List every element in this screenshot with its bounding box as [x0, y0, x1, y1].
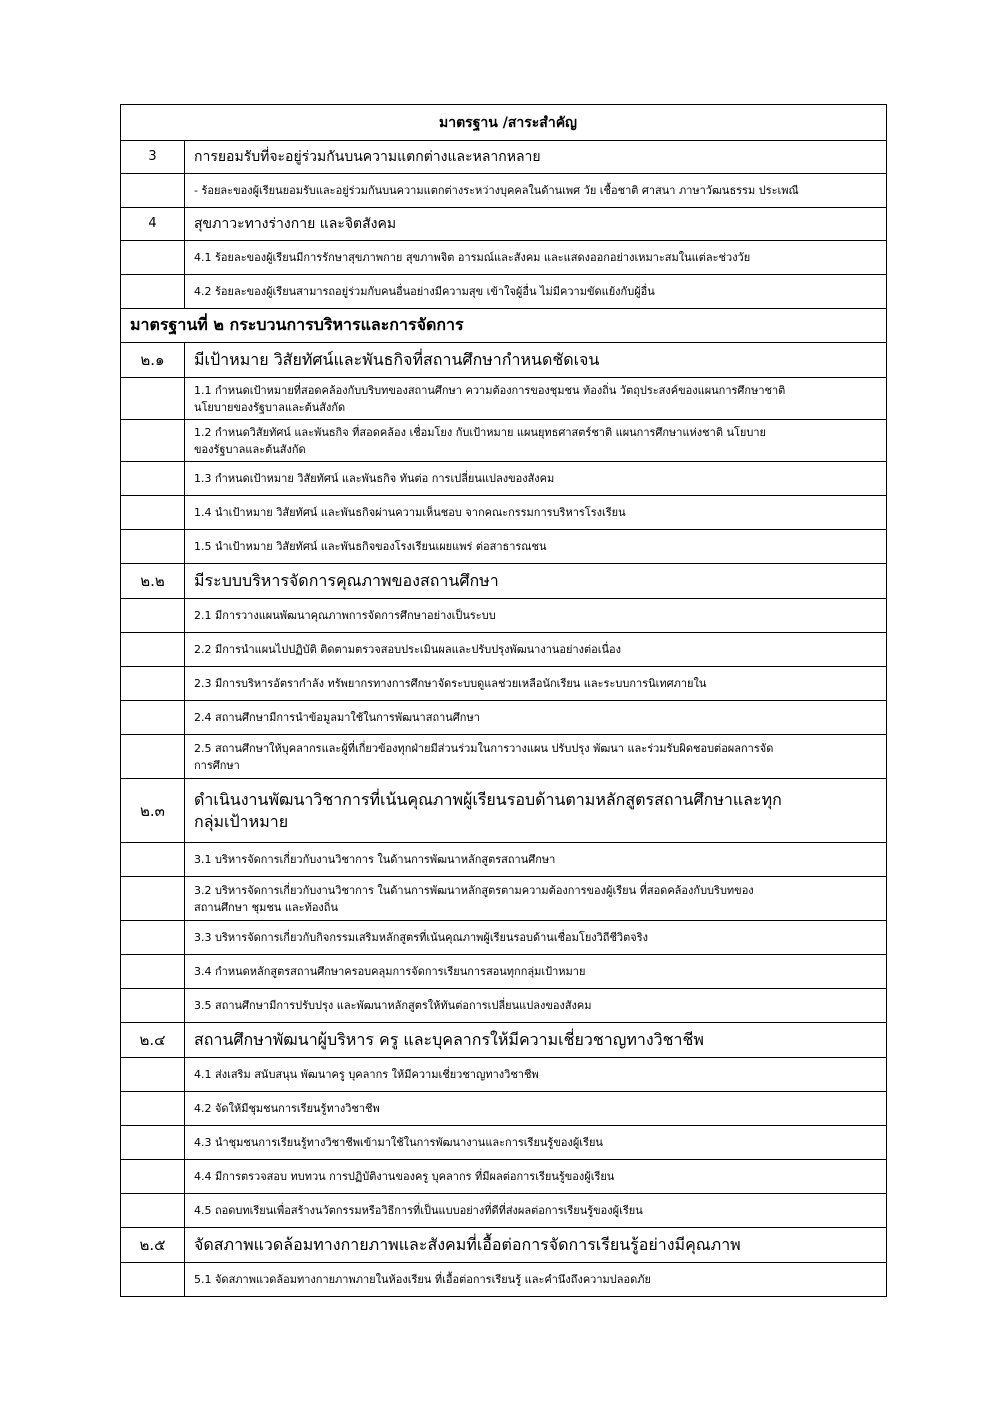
item-number	[121, 701, 185, 735]
sub-item-row	[121, 1126, 887, 1160]
item-number	[121, 378, 185, 420]
sub-item-row	[121, 955, 887, 989]
sub-item-row	[121, 462, 887, 496]
text-line: ดำเนินงานพัฒนาวิชาการที่เน้นคุณภาพผู้เรียนรอบด้านตามหลักสูตรสถานศึกษาและทุก	[194, 789, 782, 809]
item-number	[121, 955, 185, 989]
sub-item-text: 4.2 ร้อยละของผู้เรียนสามารถอยู่ร่วมกับคนอื่นอย่างมีความสุข เข้าใจผู้อื่น ไม่มีความขัดแย้งกับผู้อื่น	[185, 275, 887, 309]
sub-item-text: 4.1 ร้อยละของผู้เรียนมีการรักษาสุขภาพกาย สุขภาพจิต อารมณ์และสังคม และแสดงออกอย่างเหมาะสมในแต่ละช่วงวัย	[185, 241, 887, 275]
text-line: 1.2 กำหนดวิสัยทัศน์ และพันธกิจ ที่สอดคล้อง เชื่อมโยง กับเป้าหมาย แผนยุทธศาสตร์ชาติ แผนการศึกษาแห่งชาติ นโยบาย	[194, 425, 766, 439]
sub-item-row	[121, 174, 887, 208]
indicator-row	[121, 1228, 887, 1263]
item-number	[121, 599, 185, 633]
item-number	[121, 530, 185, 564]
sub-item-text: 4.4 มีการตรวจสอบ ทบทวน การปฏิบัติงานของครู บุคลากร ที่มีผลต่อการเรียนรู้ของผู้เรียน	[185, 1160, 887, 1194]
indicator-text: สถานศึกษาพัฒนาผู้บริหาร ครู และบุคลากรให้มีความเชี่ยวชาญทางวิชาชีพ	[185, 1023, 887, 1058]
sub-item-row	[121, 1058, 887, 1092]
sub-item-row	[121, 667, 887, 701]
item-number	[121, 1126, 185, 1160]
text-line: 3.2 บริหารจัดการเกี่ยวกับงานวิชาการ ในด้านการพัฒนาหลักสูตรตามความต้องการของผู้เรียน ที่สอดคล้องกับบริบทของ	[194, 883, 754, 897]
sub-item-row	[121, 701, 887, 735]
text-line: นโยบายของรัฐบาลและต้นสังกัด	[194, 400, 346, 414]
indicator-row	[121, 564, 887, 599]
sub-item-row	[121, 1263, 887, 1297]
item-number	[121, 275, 185, 309]
sub-item-text	[185, 378, 887, 420]
sub-item-row	[121, 378, 887, 420]
indicator-text: จัดสภาพแวดล้อมทางกายภาพและสังคมที่เอื้อต่อการจัดการเรียนรู้อย่างมีคุณภาพ	[185, 1228, 887, 1263]
text-line: 1.1 กำหนดเป้าหมายที่สอดคล้องกับบริบทของสถานศึกษา ความต้องการของชุมชน ท้องถิ่น วัตถุประสงค์ของแผนการศึกษาชาติ	[194, 383, 786, 397]
table-header: มาตรฐาน /สาระสำคัญ	[121, 105, 887, 141]
item-number	[121, 877, 185, 921]
indicator-text: มีระบบบริหารจัดการคุณภาพของสถานศึกษา	[185, 564, 887, 599]
sub-item-text: 3.1 บริหารจัดการเกี่ยวกับงานวิชาการ ในด้านการพัฒนาหลักสูตรสถานศึกษา	[185, 843, 887, 877]
indicator-row	[121, 779, 887, 843]
sub-item-text: - ร้อยละของผู้เรียนยอมรับและอยู่ร่วมกันบนความแตกต่างระหว่างบุคคลในด้านเพศ วัย เชื้อชาติ ศาสนา ภาษาวัฒนธรรม ประเพณี	[185, 174, 887, 208]
text-line: สถานศึกษา ชุมชน และท้องถิ่น	[194, 900, 338, 914]
item-number	[121, 735, 185, 779]
indicator-number: ๒.๕	[121, 1228, 185, 1263]
indicator-number: ๒.๓	[121, 779, 185, 843]
sub-item-text: 4.2 จัดให้มีชุมชนการเรียนรู้ทางวิชาชีพ	[185, 1092, 887, 1126]
table-header-row	[121, 105, 887, 141]
sub-item-row	[121, 989, 887, 1023]
standard-heading-row	[121, 309, 887, 343]
item-number	[121, 843, 185, 877]
sub-item-row	[121, 1160, 887, 1194]
item-number	[121, 921, 185, 955]
item-number	[121, 462, 185, 496]
item-number	[121, 174, 185, 208]
sub-item-row	[121, 241, 887, 275]
item-text: สุขภาวะทางร่างกาย และจิตสังคม	[185, 208, 887, 241]
sub-item-text: 3.4 กำหนดหลักสูตรสถานศึกษาครอบคลุมการจัดการเรียนการสอนทุกกลุ่มเป้าหมาย	[185, 955, 887, 989]
text-line: 2.5 สถานศึกษาให้บุคลากรและผู้ที่เกี่ยวข้องทุกฝ่ายมีส่วนร่วมในการวางแผน ปรับปรุง พัฒนา และร่วมรับผิดชอบต่อผลการจัด	[194, 741, 774, 755]
item-number	[121, 633, 185, 667]
item-number	[121, 420, 185, 462]
item-number	[121, 1058, 185, 1092]
indicator-number: ๒.๑	[121, 343, 185, 378]
sub-item-row	[121, 1092, 887, 1126]
item-number	[121, 667, 185, 701]
sub-item-text: 4.3 นำชุมชนการเรียนรู้ทางวิชาชีพเข้ามาใช้ในการพัฒนางานและการเรียนรู้ของผู้เรียน	[185, 1126, 887, 1160]
indicator-text	[185, 779, 887, 843]
sub-item-text: 5.1 จัดสภาพแวดล้อมทางกายภาพภายในห้องเรียน ที่เอื้อต่อการเรียนรู้ และคำนึงถึงความปลอดภัย	[185, 1263, 887, 1297]
sub-item-row	[121, 1194, 887, 1228]
item-row	[121, 208, 887, 241]
item-number	[121, 989, 185, 1023]
sub-item-text: 2.2 มีการนำแผนไปปฏิบัติ ติดตามตรวจสอบประเมินผลและปรับปรุงพัฒนางานอย่างต่อเนื่อง	[185, 633, 887, 667]
sub-item-text	[185, 420, 887, 462]
text-line: กลุ่มเป้าหมาย	[194, 811, 289, 831]
sub-item-text	[185, 877, 887, 921]
indicator-text: มีเป้าหมาย วิสัยทัศน์และพันธกิจที่สถานศึกษากำหนดชัดเจน	[185, 343, 887, 378]
sub-item-text: 4.5 ถอดบทเรียนเพื่อสร้างนวัตกรรมหรือวิธีการที่เป็นแบบอย่างที่ดีที่ส่งผลต่อการเรียนรู้ของผู้เรียน	[185, 1194, 887, 1228]
indicator-number: ๒.๒	[121, 564, 185, 599]
sub-item-row	[121, 735, 887, 779]
text-line: ของรัฐบาลและต้นสังกัด	[194, 442, 306, 456]
sub-item-row	[121, 530, 887, 564]
item-number: 4	[121, 208, 185, 241]
sub-item-text: 2.1 มีการวางแผนพัฒนาคุณภาพการจัดการศึกษาอย่างเป็นระบบ	[185, 599, 887, 633]
text-line: การศึกษา	[194, 758, 240, 772]
sub-item-row	[121, 599, 887, 633]
standards-table	[120, 104, 887, 1297]
indicator-row	[121, 343, 887, 378]
sub-item-text: 3.5 สถานศึกษามีการปรับปรุง และพัฒนาหลักสูตรให้ทันต่อการเปลี่ยนแปลงของสังคม	[185, 989, 887, 1023]
item-text: การยอมรับที่จะอยู่ร่วมกันบนความแตกต่างและหลากหลาย	[185, 141, 887, 174]
item-number	[121, 241, 185, 275]
sub-item-row	[121, 633, 887, 667]
sub-item-text: 1.5 นำเป้าหมาย วิสัยทัศน์ และพันธกิจของโรงเรียนเผยแพร่ ต่อสาธารณชน	[185, 530, 887, 564]
sub-item-row	[121, 921, 887, 955]
item-number	[121, 1092, 185, 1126]
item-number: 3	[121, 141, 185, 174]
item-number	[121, 1160, 185, 1194]
sub-item-row	[121, 877, 887, 921]
item-number	[121, 496, 185, 530]
sub-item-row	[121, 843, 887, 877]
sub-item-row	[121, 420, 887, 462]
sub-item-text: 3.3 บริหารจัดการเกี่ยวกับกิจกรรมเสริมหลักสูตรที่เน้นคุณภาพผู้เรียนรอบด้านเชื่อมโยงวิถีชีวิตจริง	[185, 921, 887, 955]
sub-item-text: 2.3 มีการบริหารอัตรากำลัง ทรัพยากรทางการศึกษาจัดระบบดูแลช่วยเหลือนักเรียน และระบบการนิเทศภายใน	[185, 667, 887, 701]
sub-item-row	[121, 496, 887, 530]
sub-item-text: 1.4 นำเป้าหมาย วิสัยทัศน์ และพันธกิจผ่านความเห็นชอบ จากคณะกรรมการบริหารโรงเรียน	[185, 496, 887, 530]
item-number	[121, 1194, 185, 1228]
indicator-number: ๒.๔	[121, 1023, 185, 1058]
standard-heading: มาตรฐานที่ ๒ กระบวนการบริหารและการจัดการ	[121, 309, 887, 343]
sub-item-row	[121, 275, 887, 309]
item-number	[121, 1263, 185, 1297]
sub-item-text	[185, 735, 887, 779]
sub-item-text: 1.3 กำหนดเป้าหมาย วิสัยทัศน์ และพันธกิจ ทันต่อ การเปลี่ยนแปลงของสังคม	[185, 462, 887, 496]
sub-item-text: 4.1 ส่งเสริม สนับสนุน พัฒนาครู บุคลากร ให้มีความเชี่ยวชาญทางวิชาชีพ	[185, 1058, 887, 1092]
item-row	[121, 141, 887, 174]
indicator-row	[121, 1023, 887, 1058]
sub-item-text: 2.4 สถานศึกษามีการนำข้อมูลมาใช้ในการพัฒนาสถานศึกษา	[185, 701, 887, 735]
